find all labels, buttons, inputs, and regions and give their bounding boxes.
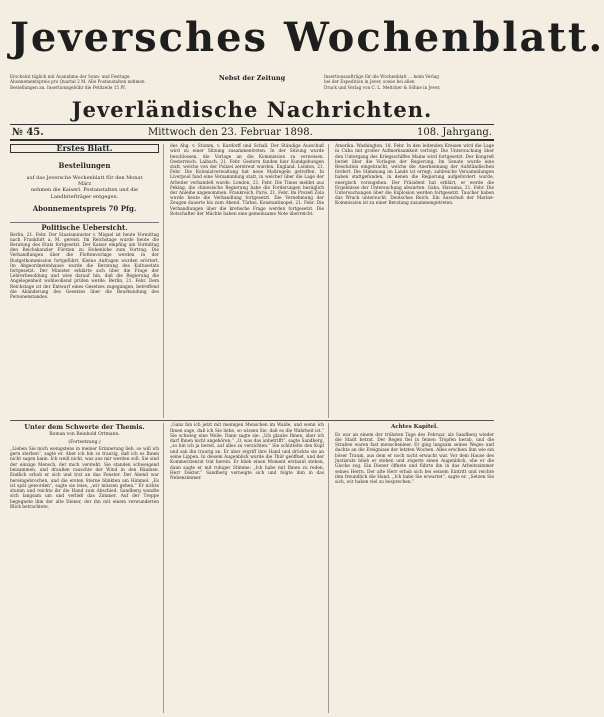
publisher-note: Insertionsaufträge für die Wochenblatt ... beim Verlag bei der Expedition in Jever, sowie bei allen Druck und Verlag von C. L. Mettcker & Söhne in Jever. [323,74,441,90]
first-sheet-box: Erstes Blatt. [10,144,159,153]
column-2 [170,144,329,418]
feuilleton-column-2 [170,423,329,713]
dateline [10,124,494,141]
masthead-title: Jeversches Wochenblatt. [10,14,604,61]
supplement-note: Nebst der Zeitung [218,74,286,82]
story-text: Es war an einem der trübsten Tage des Februar, als Sandberg wieder die Stadt betrat. Der Regen fiel in feinen Tropfen herab, und die Straßen waren fast menschenleer. Er ging langsam seines Weges und dachte an die Ereignisse der letzten Wochen. Alles erschien ihm wie ein böser Traum, aus dem er noch nicht erwacht war. Vor dem Hause des Justizrats blieb er stehen und zögerte einen Augenblick, ehe er die Glocke zog. Ein Diener öffnete und führte ihn in das Arbeitszimmer seines Herrn. Der alte Herr erhob sich bei seinem Eintritt und reichte ihm freundlich die Hand. „Ich habe Sie erwartet“, sagte er. „Setzen Sie sich, wir haben viel zu besprechen.“ [335,432,494,486]
announcement-text: auf das Jeversche Wochenblatt für den Monat März nehmen die Kaiserl. Postanstalten und die Landbriefträger entgegen. [26,175,143,200]
issue-number: № 45. [12,126,44,138]
announcement-price: Abonnementspreis 70 Pfg. [32,204,137,214]
masthead-subtitle: Jeverländische Nachrichten. [71,97,433,123]
column-1 [10,144,164,418]
column-3 [335,144,494,418]
issue-year: 108. Jahrgang. [416,126,492,138]
feuilleton-column-3 [335,423,494,713]
story-continuation: (Fortsetzung.) [68,439,101,445]
article-text: Berlin, 21. Febr. Der Staatsminister v. Miquel ist heute Vormittag nach Frankfurt a. M. gereist. Im Reichstage wurde heute die Beratung des Etats fortgesetzt. Der Kaiser empfing am Vormittag den Reichskanzler Fürsten zu Hohenlohe zum Vortrag. Die Verhandlungen über die Flottenvorlage werden in der Budgetkommission fortgeführt. Kleine Anfragen wurden erörtert. Im Abgeordnetenhause wurde die Beratung des Kultusetats fortgesetzt. Der Minister erklärte sich über die Frage der Lehrerbesoldung und wies darauf hin, daß die Regierung die Angelegenheit wohlwollend prüfen werde. Berlin, 21. Febr. Dem Reichstage ist der Entwurf eines Gesetzes zugegangen, betreffend die Abänderung des Gesetzes über die Beurkundung des Personenstandes. [10,232,160,301]
story-title: Unter dem Schwerte der Themis. [24,423,145,432]
upper-columns [10,144,494,418]
story-text: „Lieben Sie mich wenigstens in meiner Erinnerung lieb, so will ich gern sterben“, sagte er. Aber ich bin so traurig, daß ich es Ihnen nicht sagen kann. Ich weiß nicht, was aus mir werden soll. Sie sind der einzige Mensch, der mich versteht. Sie standen schweigend beisammen, und draußen rauschte der Wind in den Bäumen. Endlich erhob er sich und trat an das Fenster. Der Abend war hereingebrochen, und die ersten Sterne blinkten am Himmel. „Es ist spät geworden“, sagte sie leise, „wir müssen gehen.“ Er nickte stumm und reichte ihr die Hand zum Abschied. Sandberg wandte sich langsam um und verließ das Zimmer. Auf der Treppe begegnete ihm der alte Diener, der ihn mit einem verwunderten Blick betrachtete. [10,446,160,511]
announcement-title: Bestellungen [58,160,111,170]
article-text: Amerika. Washington, 18. Febr. In den leitenden Kreisen wird die Lage in Cuba mit großer Aufmerksamkeit verfolgt. Die Untersuchung über den Untergang des Kriegsschiffes Maine wird fortgesetzt. Der Kongreß beriet über die Vorlagen der Regierung. Im Senate wurde eine Resolution eingebracht, welche die Anerkennung der Aufständischen fordert. Die Stimmung im Lande ist erregt; zahlreiche Versammlungen haben stattgefunden, in denen die Regierung aufgefordert wurde, energisch vorzugehen. Der Präsident hat erklärt, er werde die Ergebnisse der Untersuchung abwarten. Gaba, Havanna, 21. Febr. Die Untersuchungen über die Explosion werden fortgesetzt. Taucher haben das Wrack untersucht. Deutsches Reich. Ein Ausschuß der Marine-Kommission ist zu einer Beratung zusammengetreten. [335,144,494,207]
subscription-note: Erscheint täglich mit Ausnahme der Sonn- und Festtage. Abonnementspreis pro Quartal 2 M. Alle Postanstalten nehmen Bestellungen an. Insertionsgebühr die Petitzeile 15 Pf. [10,74,145,90]
issue-date: Mittwoch den 23. Februar 1898. [147,126,313,138]
story-author: Roman von Reinhold Ortmann. [49,432,120,438]
feuilleton-column-1 [10,423,164,713]
section-title: Politische Uebersicht. [10,222,159,230]
subscription-announcement [10,156,159,218]
masthead-subhead [10,74,494,90]
story-text: „Ganz bin ich jetzt mit meinigen Menschen im Walde, und wenn ich Ihnen sage, daß ich Sie liebe, so wissen Sie, daß es die Wahrheit ist.“ Sie schwieg eine Weile. Dann sagte sie: „Ich glaube Ihnen, aber ich darf Ihnen nicht angehören.“ „O, was das anbetrifft“, sagte Sandberg, „so bin ich ja bereit, auf alles zu verzichten.“ Sie schüttelte den Kopf und sah ihn traurig an. Er aber ergriff ihre Hand und drückte sie an seine Lippen. In diesem Augenblick wurde die Thür geöffnet, und der Kommerzienrat trat herein. Er blieb einen Moment erstaunt stehen, dann sagte er mit ruhiger Stimme: „Ich habe mit Ihnen zu reden, Herr Doktor.“ Sandberg verneigte sich und folgte ihm in das Nebenzimmer. [170,423,325,482]
article-text: des Abg. v. Stumm, v. Kardorff und Schall. Der Ständige Ausschuß wird zu einer Sitzung zusammentreten. In der Sitzung wurde beschlossen, die Vorlage an die Kommission zu verweisen. Oesterreich. Laibach, 21. Febr. Gestern fanden hier Kundgebungen statt, welche von der Polizei zerstreut wurden. England. London, 21. Febr. Die Kolonialverwaltung hat neue Maßregeln getroffen. In Liverpool fand eine Versammlung statt, in welcher über die Lage der Arbeiter verhandelt wurde. London, 21. Febr. Die Times meldet aus Peking, die chinesische Regierung habe die Forderungen bezüglich der Anleihe angenommen. Frankreich. Paris, 21. Febr. Im Prozeß Zola wurde heute die Verhandlung fortgesetzt. Die Vernehmung der Zeugen dauerte bis zum Abend. Türkei. Konstantinopel, 21. Febr. Die Verhandlungen über die kretische Frage werden fortgesetzt. Die Botschafter der Mächte haben eine gemeinsame Note überreicht. [170,144,325,217]
lower-columns [10,420,494,713]
chapter-title: Achtes Kapitel. [391,424,439,431]
